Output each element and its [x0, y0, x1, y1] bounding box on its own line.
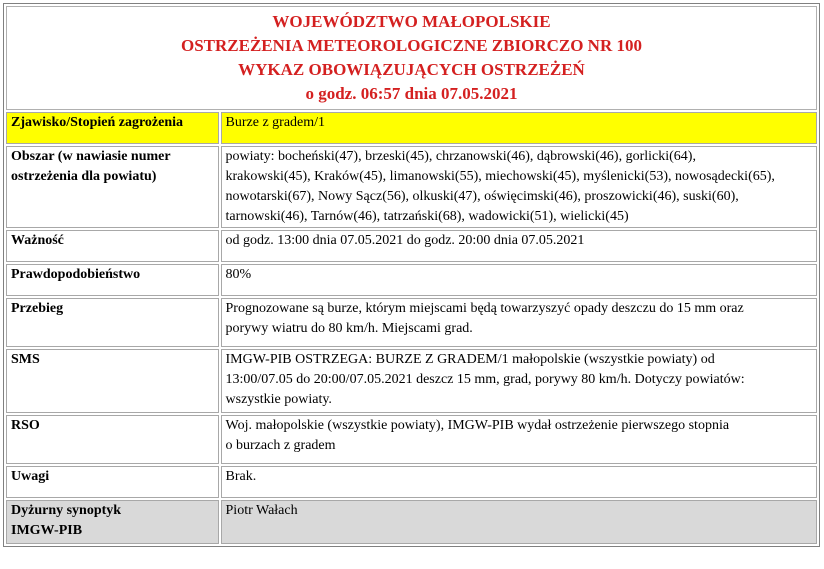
row-area — [6, 146, 817, 228]
notes-label: Uwagi — [6, 466, 219, 498]
header-issue-time: o godz. 06:57 dnia 07.05.2021 — [305, 84, 518, 103]
header-row — [6, 6, 817, 110]
area-line: powiaty: bocheński(47), brzeski(45), chrzanowski(46), dąbrowski(46), gorlicki(64), — [225, 149, 696, 164]
sms-label: SMS — [6, 349, 219, 413]
rso-line: Woj. małopolskie (wszystkie powiaty), IMGW-PIB wydał ostrzeżenie pierwszego stopnia — [225, 418, 730, 433]
sms-line: 13:00/07.05 do 20:00/07.05.2021 deszcz 15 mm, grad, porywy 80 km/h. Dotyczy powiatów: — [225, 372, 745, 387]
course-label: Przebieg — [6, 298, 219, 347]
course-line: Prognozowane są burze, którym miejscami będą towarzyszyć opady deszczu do 15 mm oraz — [225, 301, 744, 316]
area-value — [221, 146, 817, 228]
row-probability — [6, 264, 817, 296]
probability-label: Prawdopodobieństwo — [6, 264, 219, 296]
area-line: tarnowski(46), Tarnów(46), tatrzański(68), wadowicki(51), wielicki(45) — [225, 209, 629, 224]
sms-line: IMGW-PIB OSTRZEGA: BURZE Z GRADEM/1 małopolskie (wszystkie powiaty) od — [225, 352, 715, 367]
course-value — [221, 298, 817, 347]
document-header — [6, 6, 817, 110]
course-line: porywy wiatru do 80 km/h. Miejscami grad. — [225, 321, 473, 336]
phenomenon-label: Zjawisko/Stopień zagrożenia — [6, 112, 219, 144]
area-line: nowotarski(67), Nowy Sącz(56), olkuski(47), oświęcimski(46), proszowicki(46), suski(60), — [225, 189, 739, 204]
probability-value: 80% — [221, 264, 817, 296]
header-region: WOJEWÓDZTWO MAŁOPOLSKIE — [272, 12, 551, 31]
warning-table — [3, 3, 820, 547]
header-bulletin-number: OSTRZEŻENIA METEOROLOGICZNE ZBIORCZO NR 100 — [181, 36, 642, 55]
rso-line: o burzach z gradem — [225, 438, 336, 453]
sms-line: wszystkie powiaty. — [225, 392, 332, 407]
row-sms — [6, 349, 817, 413]
rso-label: RSO — [6, 415, 219, 464]
phenomenon-value: Burze z gradem/1 — [221, 112, 817, 144]
area-label: Obszar (w nawiasie numer ostrzeżenia dla powiatu) — [6, 146, 219, 228]
notes-value: Brak. — [221, 466, 817, 498]
validity-value: od godz. 13:00 dnia 07.05.2021 do godz. 20:00 dnia 07.05.2021 — [221, 230, 817, 262]
forecaster-label-line: IMGW-PIB — [11, 523, 83, 538]
forecaster-name: Piotr Wałach — [221, 500, 817, 544]
row-forecaster — [6, 500, 817, 544]
row-phenomenon — [6, 112, 817, 144]
validity-label: Ważność — [6, 230, 219, 262]
area-line: krakowski(45), Kraków(45), limanowski(55), miechowski(45), myślenicki(53), nowosądecki(65), — [225, 169, 775, 184]
rso-value — [221, 415, 817, 464]
row-notes — [6, 466, 817, 498]
row-course — [6, 298, 817, 347]
row-rso — [6, 415, 817, 464]
forecaster-label-line: Dyżurny synoptyk — [11, 503, 122, 518]
row-validity — [6, 230, 817, 262]
sms-value — [221, 349, 817, 413]
forecaster-label — [6, 500, 219, 544]
header-list-title: WYKAZ OBOWIĄZUJĄCYCH OSTRZEŻEŃ — [238, 60, 585, 79]
